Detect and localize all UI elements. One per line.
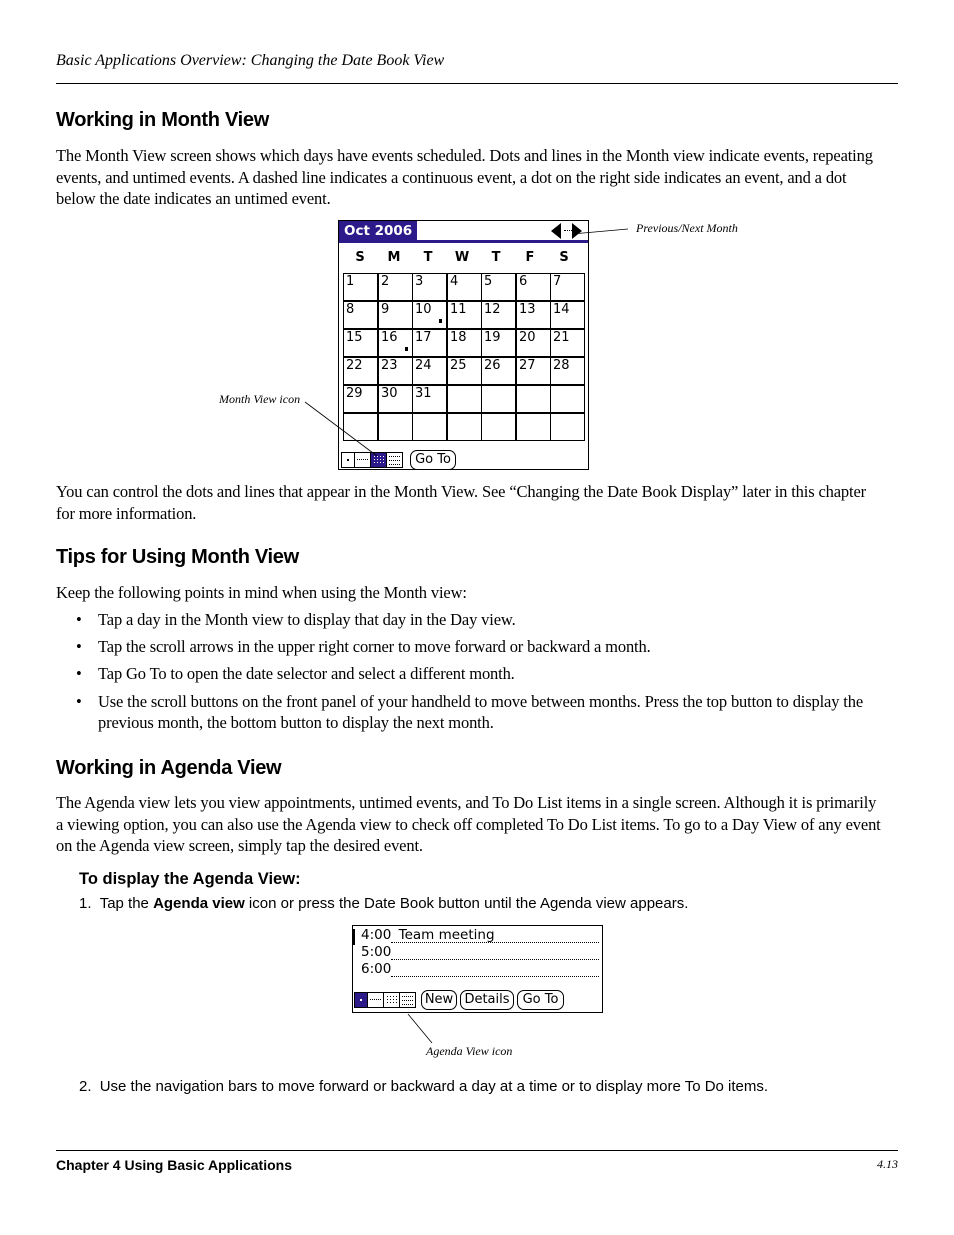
- calendar-day-cell[interactable]: 29: [343, 385, 378, 413]
- list-item: • Tap the scroll arrows in the upper right corner to move forward or backward a month.: [76, 637, 651, 657]
- agenda-time: 4:00: [361, 927, 392, 943]
- day-of-week-label: S: [559, 250, 569, 265]
- step-text-bold: Agenda view: [153, 895, 245, 912]
- agenda-event-text: Team meeting: [398, 927, 495, 943]
- heading-tips: Tips for Using Month View: [56, 546, 299, 568]
- agenda-month-view-icon[interactable]: [383, 992, 400, 1008]
- calendar-day-cell[interactable]: 23: [378, 357, 413, 385]
- calendar-day-cell[interactable]: 17: [412, 329, 447, 357]
- calendar-day-cell[interactable]: 4: [447, 273, 482, 301]
- calendar-day-cell[interactable]: 9: [378, 301, 413, 329]
- details-button[interactable]: Details: [460, 990, 514, 1010]
- day-of-week-label: M: [387, 250, 401, 265]
- calendar-day-cell[interactable]: 22: [343, 357, 378, 385]
- list-item: • Tap a day in the Month view to display that day in the Day view.: [76, 610, 516, 629]
- goto-button[interactable]: Go To: [410, 450, 456, 470]
- calendar-day-cell[interactable]: 31: [412, 385, 447, 413]
- calendar-day-cell[interactable]: 25: [447, 357, 482, 385]
- step-2: [79, 1078, 768, 1095]
- agenda-intro-paragraph: The Agenda view lets you view appointments, untimed events, and To Do List items in a single screen. Although it is primarily a viewing option, you can also use the Agenda view to check off completed To Do List items. To go to a Day View of any event on the Agenda view screen, simply tap the desired event.: [56, 793, 881, 856]
- step-1: [79, 895, 688, 912]
- goto-button[interactable]: Go To: [517, 990, 564, 1010]
- list-item: • Use the scroll buttons on the front panel of your handheld to move between months. Press the top button to display the previous month, the bottom button to display the next month.: [76, 691, 864, 733]
- day-of-week-label: T: [423, 250, 433, 265]
- month-after-paragraph: You can control the dots and lines that appear in the Month View. See “Changing the Date Book Display” later in this chapter for more information.: [56, 482, 866, 523]
- calendar-day-cell[interactable]: 20: [516, 329, 551, 357]
- agenda-row[interactable]: [361, 944, 391, 961]
- calendar-day-cell[interactable]: 8: [343, 301, 378, 329]
- day-of-week-label: W: [454, 250, 470, 265]
- list-item: • Tap Go To to open the date selector and select a different month.: [76, 664, 515, 684]
- calendar-day-cell[interactable]: 6: [516, 273, 551, 301]
- heading-month-view: Working in Month View: [56, 109, 269, 131]
- agenda-day-view-icon[interactable]: [354, 992, 368, 1008]
- calendar-day-cell[interactable]: 18: [447, 329, 482, 357]
- calendar-day-cell[interactable]: 3: [412, 273, 447, 301]
- agenda-view-icon[interactable]: [399, 992, 416, 1008]
- calendar-day-cell[interactable]: 1: [343, 273, 378, 301]
- calendar-day-cell[interactable]: 13: [516, 301, 551, 329]
- new-button[interactable]: New: [421, 990, 457, 1010]
- step-number: 1.: [79, 895, 92, 912]
- tips-intro: Keep the following points in mind when using the Month view:: [56, 583, 467, 602]
- month-intro-paragraph: The Month View screen shows which days have events scheduled. Dots and lines in the Month view indicate events, repeating events, and untimed events. A dashed line indicates a continuous event, a dot on the right side indicates an event, and a dot below the date indicates an untimed event.: [56, 146, 873, 209]
- step-text-post: icon or press the Date Book button until the Agenda view appears.: [244, 895, 689, 912]
- leader-line-agenda-icon: [408, 1014, 432, 1043]
- page-number: 4.13: [877, 1157, 898, 1171]
- calendar-day-cell[interactable]: 28: [550, 357, 585, 385]
- calendar-day-cell[interactable]: 16: [378, 329, 413, 357]
- callout-month-view-icon: Month View icon: [219, 392, 301, 406]
- callout-agenda-view-icon: Agenda View icon: [426, 1044, 513, 1058]
- calendar-day-cell[interactable]: 15: [343, 329, 378, 357]
- callout-previous-next-month: Previous/Next Month: [636, 221, 738, 235]
- row-dotted-line: [391, 959, 599, 960]
- agenda-subheading: To display the Agenda View:: [79, 870, 301, 888]
- step-text-pre: Tap the: [99, 895, 154, 912]
- leader-line-month-icon: [305, 402, 377, 456]
- heading-agenda-view: Working in Agenda View: [56, 757, 282, 779]
- footer-chapter: Chapter 4 Using Basic Applications: [56, 1157, 292, 1173]
- agenda-week-view-icon[interactable]: [367, 992, 384, 1008]
- day-of-week-label: S: [355, 250, 365, 265]
- day-of-week-label: F: [525, 250, 535, 265]
- calendar-day-cell[interactable]: 12: [481, 301, 516, 329]
- agenda-time: 5:00: [361, 944, 392, 960]
- calendar-day-cell[interactable]: 19: [481, 329, 516, 357]
- calendar-day-cell[interactable]: 27: [516, 357, 551, 385]
- step-number: 2.: [79, 1078, 92, 1095]
- agenda-time: 6:00: [361, 961, 392, 977]
- agenda-view-screenshot: [352, 925, 603, 1013]
- day-of-week-label: T: [491, 250, 501, 265]
- leader-line-prev-next: [572, 229, 628, 234]
- calendar-day-cell[interactable]: 11: [447, 301, 482, 329]
- running-header: Basic Applications Overview: Changing the Date Book View: [56, 52, 445, 69]
- calendar-day-cell[interactable]: 24: [412, 357, 447, 385]
- tips-list: [56, 609, 882, 740]
- row-dotted-line: [391, 976, 599, 977]
- step-text: Use the navigation bars to move forward or backward a day at a time or to display more To Do items.: [99, 1078, 769, 1095]
- scroll-indicator: [353, 929, 355, 945]
- row-dotted-line: [391, 942, 599, 943]
- footer-rule: [56, 1150, 898, 1151]
- calendar-day-cell[interactable]: 10: [412, 301, 447, 329]
- calendar-day-cell[interactable]: 30: [378, 385, 413, 413]
- calendar-day-cell[interactable]: 5: [481, 273, 516, 301]
- calendar-day-cell[interactable]: 2: [378, 273, 413, 301]
- calendar-day-cell[interactable]: 26: [481, 357, 516, 385]
- calendar-day-cell[interactable]: 7: [550, 273, 585, 301]
- calendar-day-cell[interactable]: 14: [550, 301, 585, 329]
- month-title: Oct 2006: [339, 221, 417, 242]
- agenda-row[interactable]: [361, 961, 391, 978]
- calendar-day-cell[interactable]: 21: [550, 329, 585, 357]
